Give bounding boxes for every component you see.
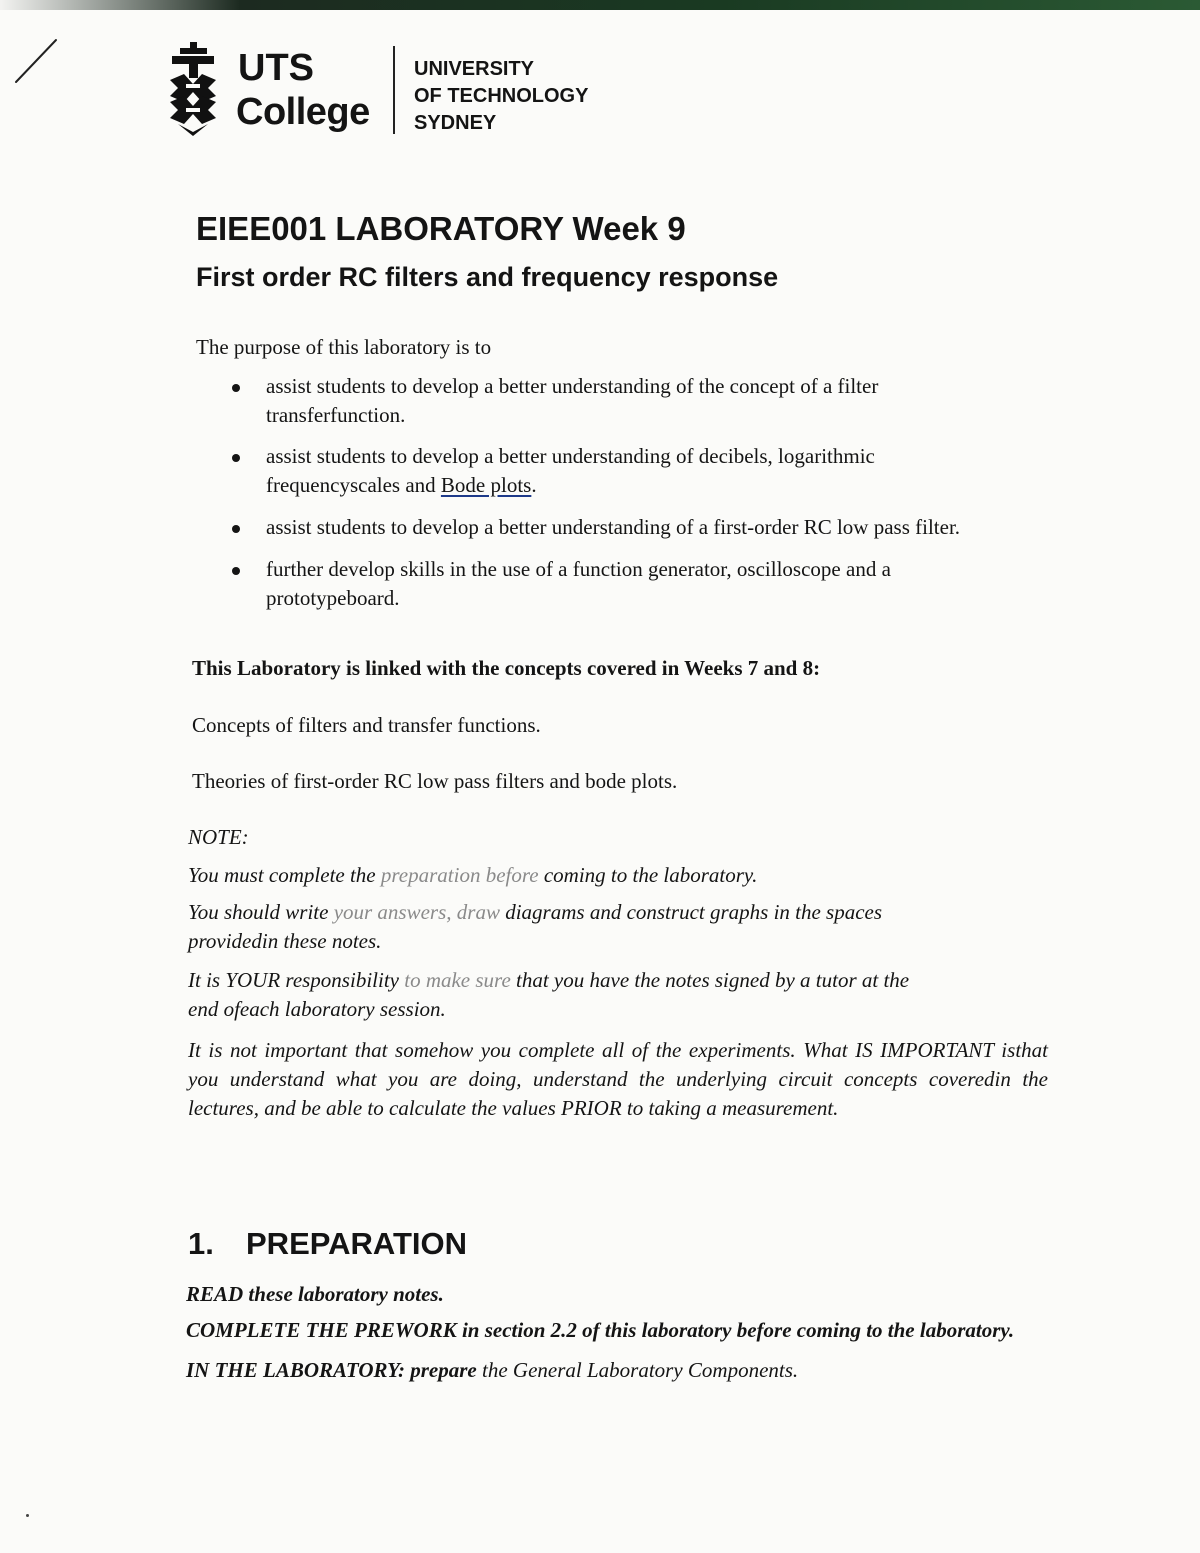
uts-crest-icon <box>164 40 222 136</box>
list-item-line: assist students to develop a better understanding of a first-order RC low pass filter. <box>266 515 961 539</box>
note-text: It is YOUR responsibility <box>188 968 405 992</box>
note-faded-text: to make sure <box>404 968 511 992</box>
note-text: You should write <box>188 900 334 924</box>
logo-university-line: SYDNEY <box>414 112 497 134</box>
list-item-line: assist students to develop a better understanding of decibels, logarithmic <box>266 444 875 468</box>
list-item <box>228 372 878 430</box>
note-label: NOTE: <box>188 825 249 849</box>
list-item <box>228 555 891 613</box>
logo-uts-text: UTS <box>238 47 314 89</box>
list-item-line <box>266 471 875 500</box>
logo-university-line: OF TECHNOLOGY <box>414 85 589 107</box>
note-text: You must complete the <box>188 863 381 887</box>
list-item <box>228 442 875 500</box>
note-line <box>188 898 1048 927</box>
note-text: coming to the laboratory. <box>538 863 758 887</box>
note-importance: It is not important that somehow you complete all of the experiments. What IS IMPORTANT isthat you understand what you are doing, understand the underlying circuit concepts coveredin the lectures, and be able to calculate the values PRIOR to taking a measurement. <box>188 1038 1048 1120</box>
bullet-dot <box>232 454 240 462</box>
list-item-line: further develop skills in the use of a function generator, oscilloscope and a <box>266 557 891 581</box>
note-line: end ofeach laboratory session. <box>188 997 446 1021</box>
bullet-dot <box>232 384 240 392</box>
bullet-dot <box>232 525 240 533</box>
logo-college-text: College <box>236 91 370 133</box>
uts-college-logo <box>160 40 620 140</box>
list-item-text: frequencyscales and <box>266 473 441 497</box>
note-line <box>188 966 1048 995</box>
top-edge-band <box>0 0 1200 10</box>
note-faded-text: preparation before <box>380 863 539 887</box>
note-line: providedin these notes. <box>188 929 382 953</box>
logo-divider <box>393 46 395 134</box>
list-item-line: assist students to develop a better understanding of the concept of a filter <box>266 374 879 398</box>
note-text: that you have the notes signed by a tutor at the <box>510 968 910 992</box>
page-title: EIEE001 LABORATORY Week 9 <box>196 210 686 247</box>
paper-speck <box>26 1514 29 1517</box>
pen-stroke-mark <box>8 36 78 86</box>
linked-concepts-heading: This Laboratory is linked with the concepts covered in Weeks 7 and 8: <box>192 656 821 680</box>
note-text: diagrams and construct graphs in the spaces <box>499 900 883 924</box>
section-number: 1. <box>188 1226 214 1261</box>
list-item-line: transferfunction. <box>266 403 406 427</box>
note-answers <box>188 898 1048 956</box>
bullet-dot <box>232 567 240 575</box>
logo-university-line: UNIVERSITY <box>414 58 535 80</box>
theories-text: Theories of first-order RC low pass filters and bode plots. <box>192 769 678 793</box>
page-subtitle: First order RC filters and frequency response <box>196 262 779 292</box>
prep-in-lab-rest: the General Laboratory Components. <box>476 1358 799 1382</box>
note-preparation <box>188 861 1048 890</box>
section-title: PREPARATION <box>246 1226 468 1261</box>
list-item-line: prototypeboard. <box>266 586 400 610</box>
prep-complete: COMPLETE THE PREWORK in section 2.2 of this laboratory before coming to the laboratory. <box>186 1318 1015 1342</box>
intro-text: The purpose of this laboratory is to <box>196 335 492 359</box>
prep-in-lab-bold: IN THE LABORATORY: prepare <box>186 1358 477 1382</box>
note-faded-text: your answers, draw <box>333 900 500 924</box>
list-item-text: . <box>531 473 537 497</box>
prep-read: READ these laboratory notes. <box>186 1282 444 1306</box>
concepts-text: Concepts of filters and transfer functions. <box>192 713 541 737</box>
list-item <box>228 513 960 542</box>
logo-university-name <box>414 56 588 137</box>
prep-in-lab <box>186 1358 798 1383</box>
note-responsibility <box>188 966 1048 1024</box>
section-heading-preparation <box>188 1226 467 1262</box>
underlined-bode-plots: Bode plots <box>440 473 532 497</box>
